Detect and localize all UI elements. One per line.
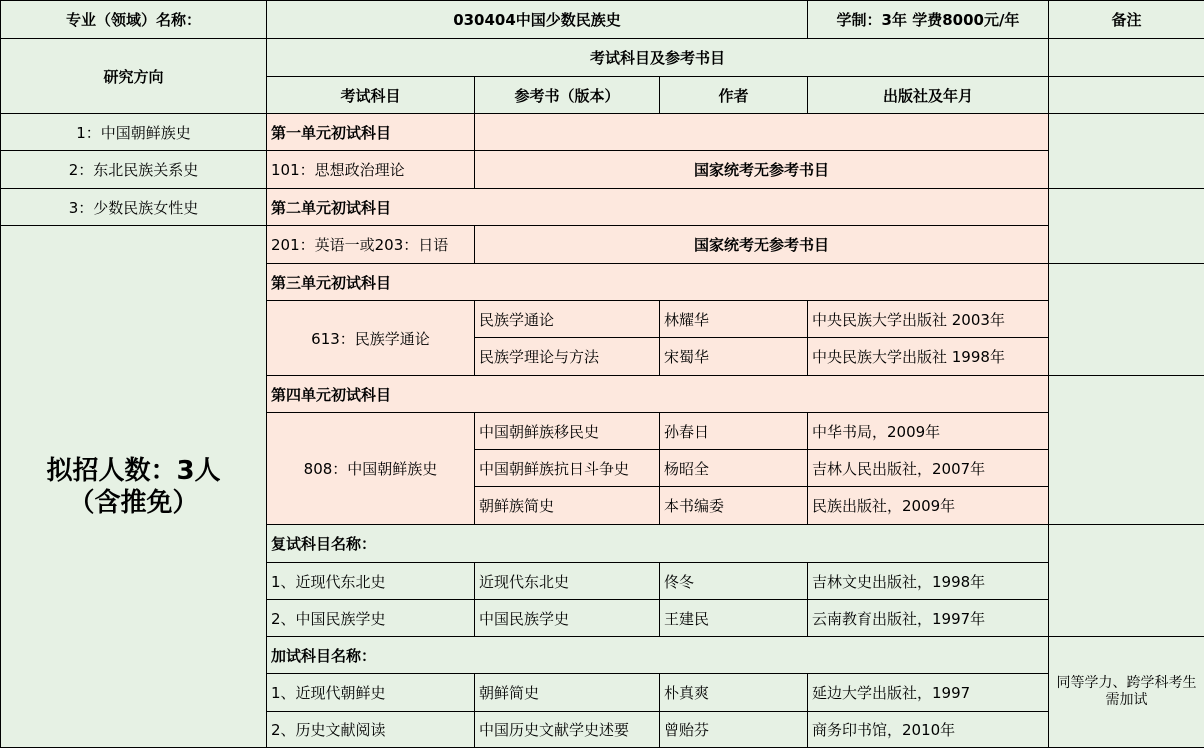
col-book-header: 参考书（版本） <box>475 77 660 114</box>
unit2-subject: 201：英语一或203：日语 <box>267 226 475 264</box>
unit3-title: 第三单元初试科目 <box>267 264 1049 301</box>
remark-cell <box>1049 264 1204 376</box>
unit3-subject: 613：民族学通论 <box>267 301 475 376</box>
remark-cell <box>1049 376 1204 525</box>
book-title: 民族学理论与方法 <box>475 338 660 376</box>
enrollment-count: 拟招人数：3人 <box>46 455 221 486</box>
direction-2: 2：东北民族关系史 <box>1 151 267 189</box>
col-publisher-header: 出版社及年月 <box>808 77 1049 114</box>
direction-3: 3：少数民族女性史 <box>1 189 267 226</box>
book-title: 朝鲜族简史 <box>475 487 660 525</box>
unit2-note: 国家统考无参考书目 <box>475 226 1049 264</box>
remark-cell <box>1049 525 1204 637</box>
remark-cell <box>1049 189 1204 264</box>
extra-remark: 同等学力、跨学科考生需加试 <box>1049 637 1204 748</box>
book-publisher: 中央民族大学出版社 1998年 <box>808 338 1049 376</box>
book-title: 中国朝鲜族移民史 <box>475 413 660 450</box>
book-title: 民族学通论 <box>475 301 660 338</box>
book-publisher: 民族出版社，2009年 <box>808 487 1049 525</box>
extra-title: 加试科目名称： <box>267 637 1049 674</box>
remark-cell <box>1049 114 1204 189</box>
col-subject-header: 考试科目 <box>267 77 475 114</box>
unit4-title: 第四单元初试科目 <box>267 376 1049 413</box>
book-title: 中国朝鲜族抗日斗争史 <box>475 450 660 487</box>
book-author: 曾贻芬 <box>660 712 808 748</box>
book-publisher: 中央民族大学出版社 2003年 <box>808 301 1049 338</box>
unit1-blank <box>475 114 1049 151</box>
unit2-title: 第二单元初试科目 <box>267 189 1049 226</box>
extra-subject: 2、历史文献阅读 <box>267 712 475 748</box>
unit1-note: 国家统考无参考书目 <box>475 151 1049 189</box>
book-author: 朴真爽 <box>660 674 808 712</box>
book-publisher: 吉林文史出版社，1998年 <box>808 563 1049 600</box>
book-title: 中国历史文献学史述要 <box>475 712 660 748</box>
program-duration-fee: 学制：3年 学费8000元/年 <box>808 1 1049 39</box>
book-publisher: 中华书局，2009年 <box>808 413 1049 450</box>
direction-1: 1：中国朝鲜族史 <box>1 114 267 151</box>
book-publisher: 云南教育出版社，1997年 <box>808 600 1049 637</box>
book-author: 佟冬 <box>660 563 808 600</box>
direction-header: 研究方向 <box>1 39 267 114</box>
enrollment-note: （含推免） <box>68 487 199 518</box>
remark-header: 备注 <box>1049 1 1204 39</box>
unit1-title: 第一单元初试科目 <box>267 114 475 151</box>
retest-subject: 2、中国民族学史 <box>267 600 475 637</box>
unit4-subject: 808：中国朝鲜族史 <box>267 413 475 525</box>
book-publisher: 商务印书馆，2010年 <box>808 712 1049 748</box>
book-publisher: 吉林人民出版社，2007年 <box>808 450 1049 487</box>
book-title: 朝鲜简史 <box>475 674 660 712</box>
exam-books-header: 考试科目及参考书目 <box>267 39 1049 77</box>
col-author-header: 作者 <box>660 77 808 114</box>
retest-subject: 1、近现代东北史 <box>267 563 475 600</box>
extra-subject: 1、近现代朝鲜史 <box>267 674 475 712</box>
major-label: 专业（领域）名称： <box>1 1 267 39</box>
remark-cell <box>1049 39 1204 77</box>
unit1-subject: 101：思想政治理论 <box>267 151 475 189</box>
book-author: 王建民 <box>660 600 808 637</box>
book-title: 中国民族学史 <box>475 600 660 637</box>
enrollment-quota <box>1 226 267 748</box>
book-author: 宋蜀华 <box>660 338 808 376</box>
book-author: 杨昭全 <box>660 450 808 487</box>
remark-cell <box>1049 77 1204 114</box>
book-author: 林耀华 <box>660 301 808 338</box>
book-title: 近现代东北史 <box>475 563 660 600</box>
book-author: 本书编委 <box>660 487 808 525</box>
retest-title: 复试科目名称： <box>267 525 1049 563</box>
major-value: 030404中国少数民族史 <box>267 1 808 39</box>
book-author: 孙春日 <box>660 413 808 450</box>
book-publisher: 延边大学出版社，1997 <box>808 674 1049 712</box>
